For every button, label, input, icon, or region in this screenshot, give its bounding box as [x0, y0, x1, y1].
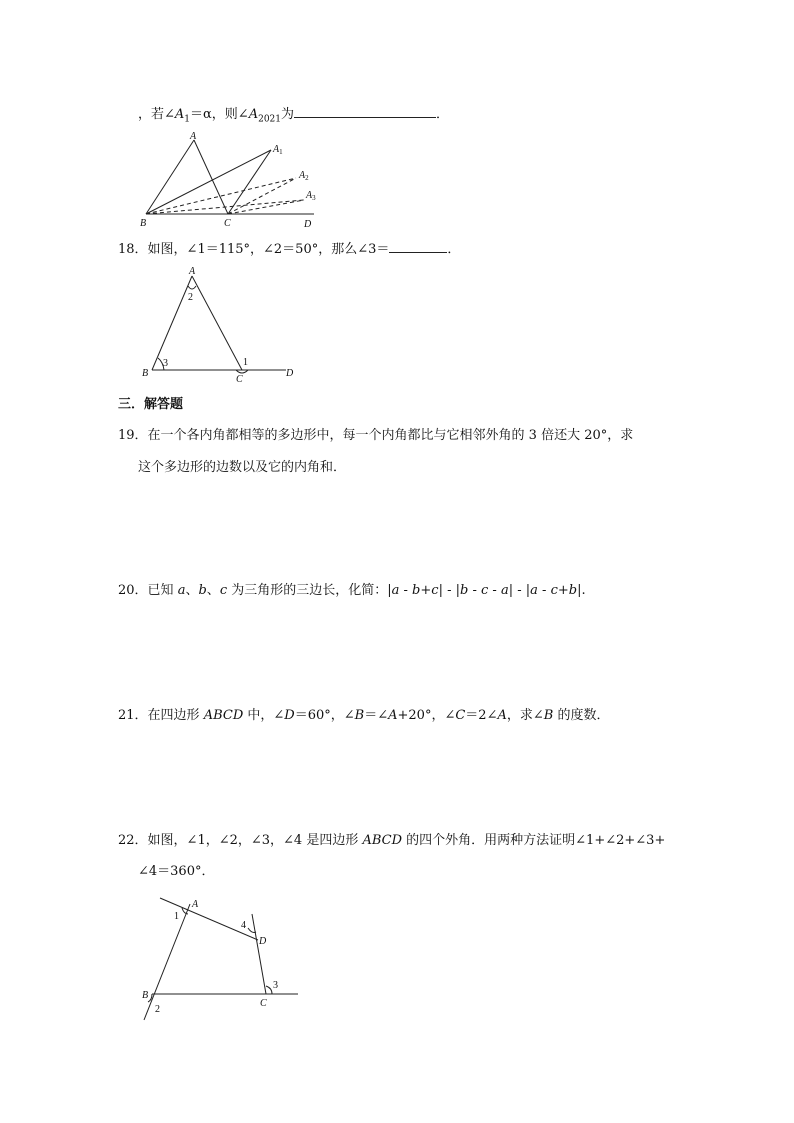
seg-A1C [228, 150, 271, 214]
label-1: 1 [243, 357, 248, 368]
q21-text: 21．在四边形 ABCD 中，∠D＝60°，∠B＝∠A+20°，∠C＝2∠A，求∠B 的度数． [118, 708, 610, 723]
label-B: B [142, 368, 149, 379]
answer-blank[interactable] [294, 105, 436, 118]
q18-text: 18．如图，∠1＝115°，∠2＝50°，那么∠3＝ ． [118, 242, 461, 257]
answer-blank[interactable] [389, 240, 447, 253]
seg-CA2 [228, 178, 296, 214]
label-A2: $A_2$ [299, 170, 309, 182]
seg-AC [194, 140, 228, 214]
seg-AB [152, 276, 192, 370]
label-D: D [259, 936, 267, 947]
label-4: 4 [241, 920, 246, 931]
label-A: A [189, 266, 196, 277]
angle-3-arc [266, 986, 272, 994]
label-A1: $A_1$ [273, 144, 283, 156]
label-2: 2 [155, 1004, 160, 1015]
q22-line1: 22．如图，∠1，∠2，∠3，∠4 是四边形 ABCD 的四个外角．用两种方法证明∠1+∠2+∠3+ [118, 833, 666, 848]
q19-line1: 19．在一个各内角都相等的多边形中，每一个内角都比与它相邻外角的 3 倍还大 20°，求 [118, 428, 634, 443]
q18-figure [138, 264, 308, 384]
q20-text: 20．已知 a、b、c 为三角形的三边长，化简：|a - b+c| - |b - c - a| - |a - c+b|. [118, 583, 586, 598]
seg-BA2 [146, 178, 296, 214]
label-A: A [192, 899, 199, 910]
q17-figure [136, 130, 326, 230]
angle-2-arc [188, 286, 196, 289]
ext-line-AB [144, 904, 190, 1020]
section-title: 三．解答题 [118, 397, 184, 412]
label-B: B [140, 218, 147, 229]
label-A3: $A_3$ [306, 190, 316, 202]
label-B: B [142, 990, 149, 1001]
label-2: 2 [188, 292, 193, 303]
label-D: D [286, 368, 294, 379]
label-A: A [190, 131, 197, 142]
seg-AC [192, 276, 242, 370]
label-3: 3 [273, 980, 278, 991]
seg-BA [146, 140, 194, 214]
label-3: 3 [163, 358, 168, 369]
q19-line2: 这个多边形的边数以及它的内角和． [138, 460, 347, 475]
label-C: C [236, 374, 243, 384]
q22-line2: ∠4＝360°． [138, 864, 215, 879]
ext-line-CD [252, 914, 266, 994]
label-C: C [224, 218, 231, 229]
q22-figure [138, 892, 308, 1024]
seg-CA3 [228, 200, 304, 214]
label-1: 1 [174, 911, 179, 922]
label-D: D [304, 219, 312, 230]
q17-text: ，若$\angle A_1=\alpha$，则$\angle A_{2021}$为 ． [138, 107, 450, 125]
label-C: C [260, 998, 267, 1009]
